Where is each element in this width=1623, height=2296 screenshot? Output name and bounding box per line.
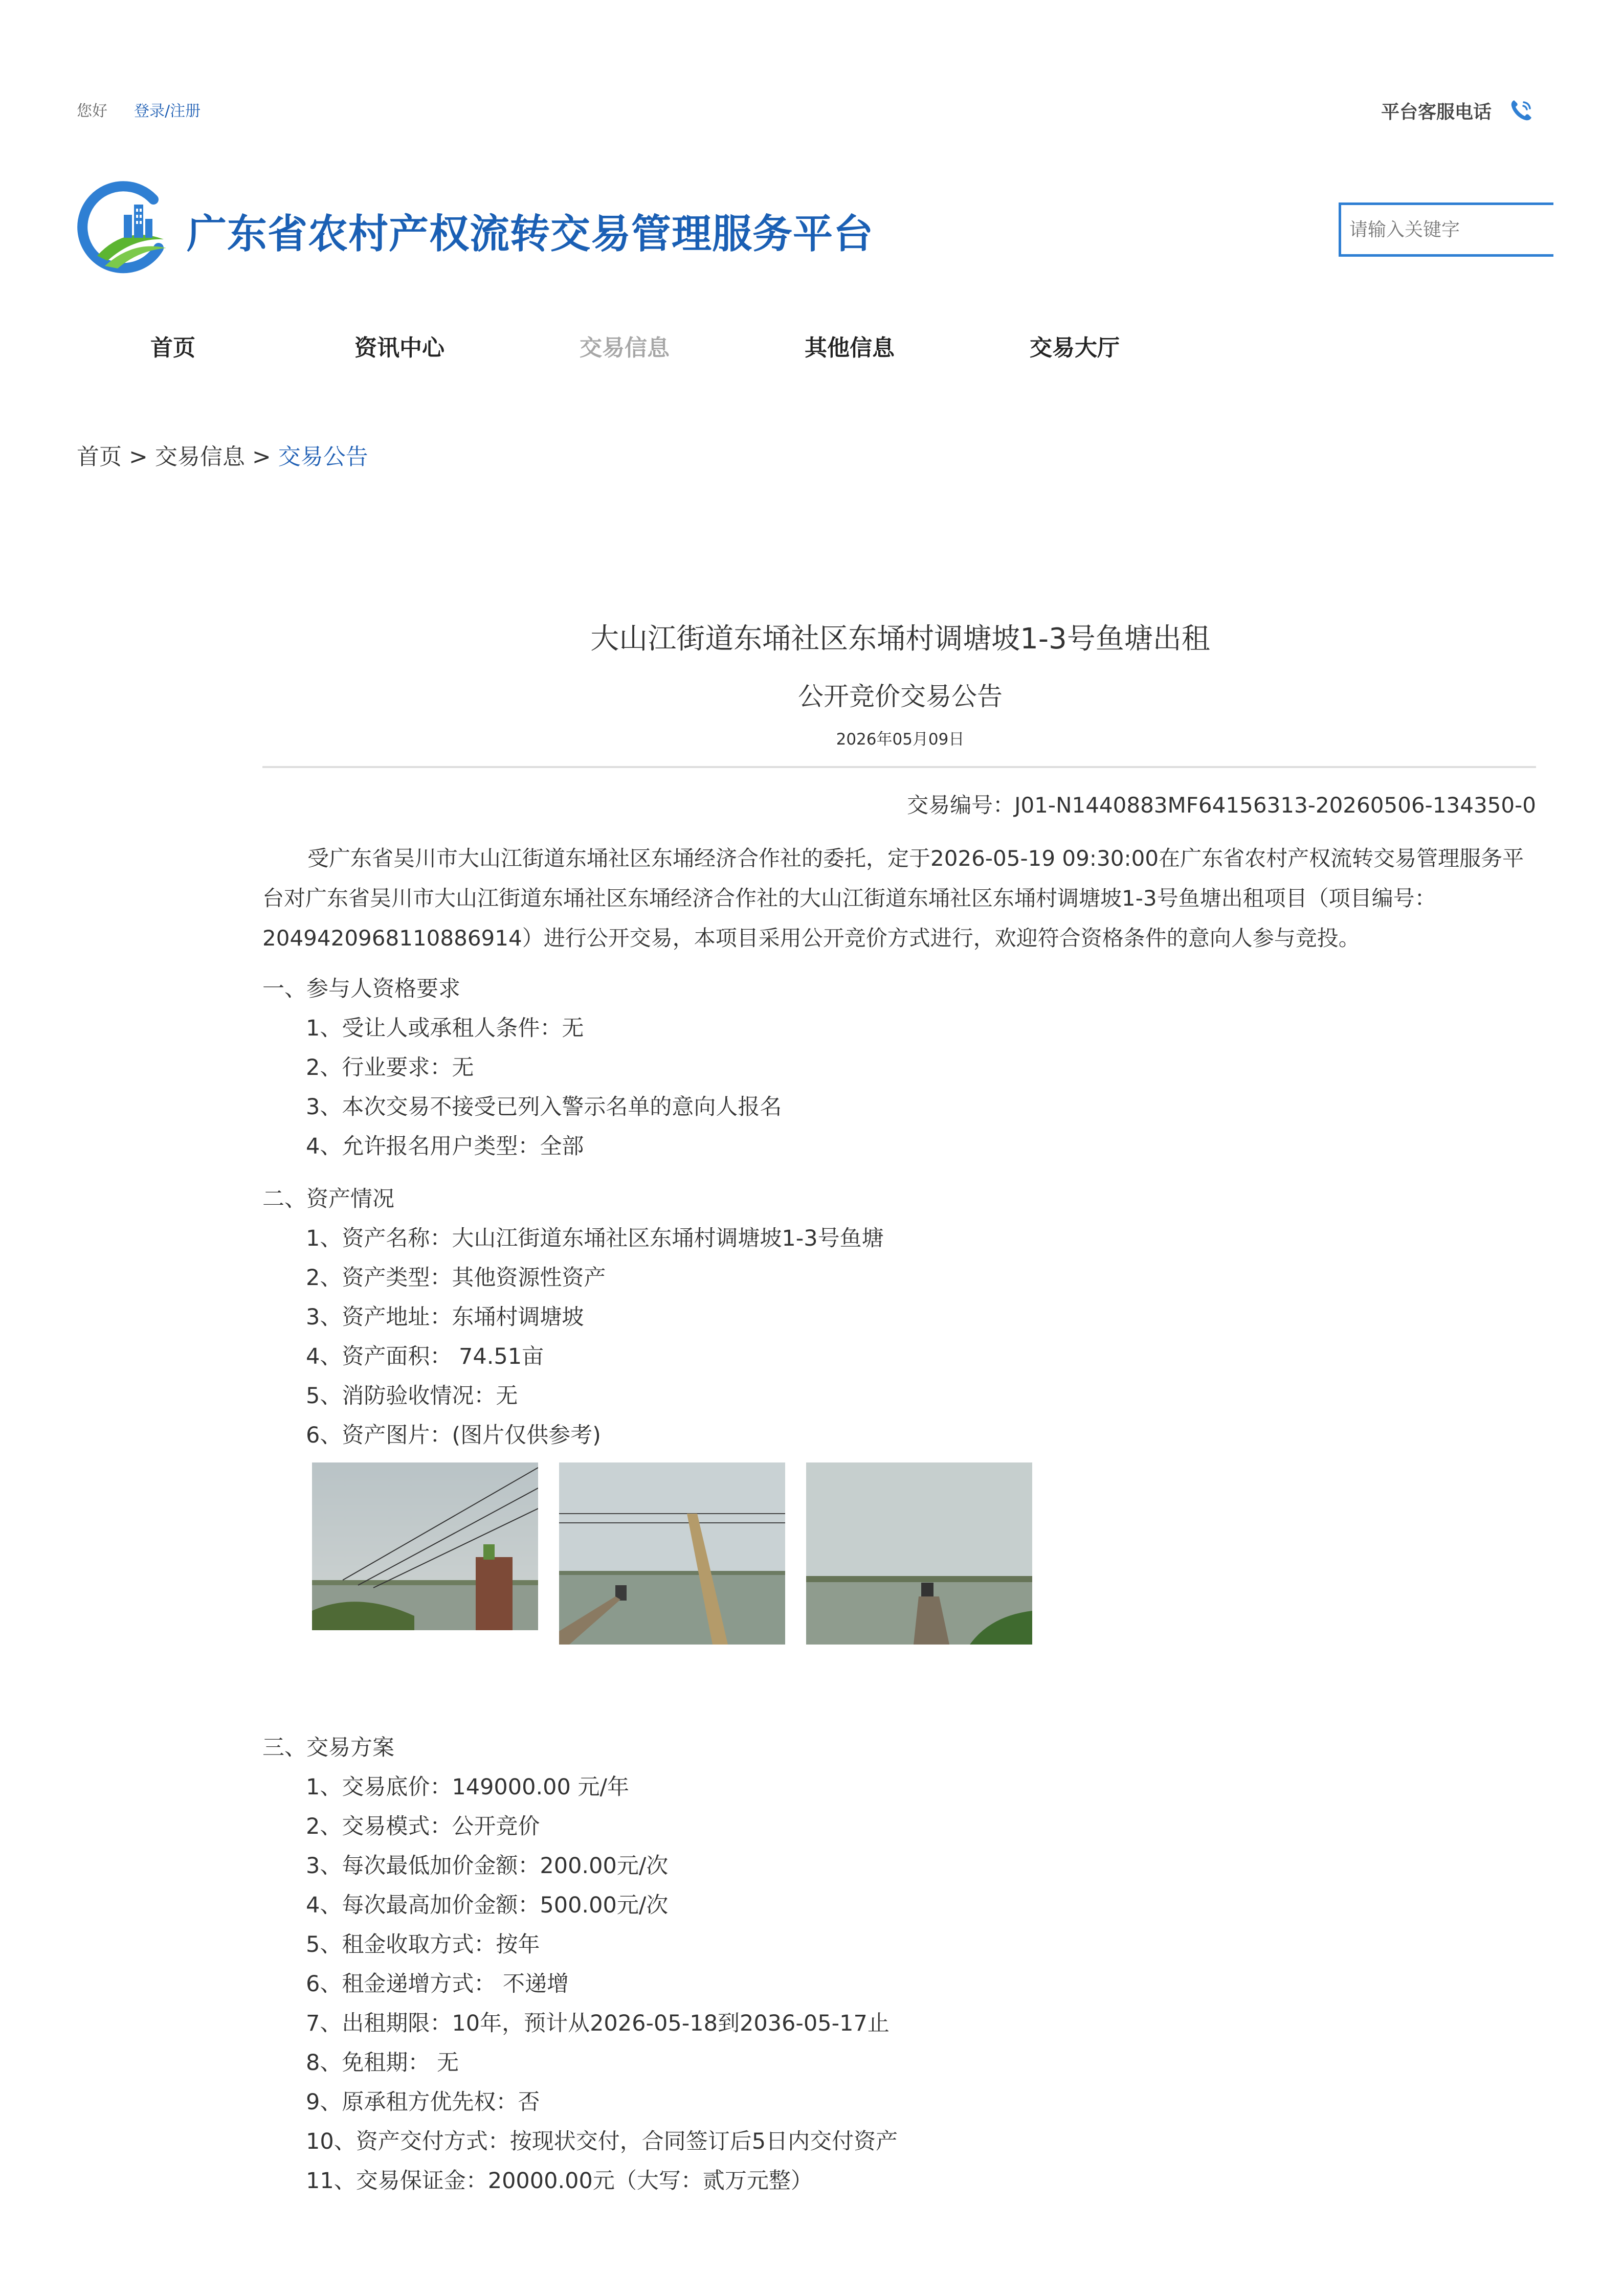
customer-service-hotline[interactable] (1381, 96, 1536, 125)
hotline-label: 平台客服电话 (1381, 101, 1492, 123)
breadcrumb-separator: > (252, 444, 271, 470)
divider (262, 766, 1536, 768)
list-item: 4、每次最高加价金额：500.00元/次 (306, 1893, 669, 1918)
list-item: 4、资产面积： 74.51亩 (306, 1344, 544, 1369)
asset-photo-3[interactable] (806, 1462, 1032, 1645)
nav-home[interactable]: 首页 (150, 335, 195, 361)
breadcrumb-home[interactable]: 首页 (77, 444, 122, 470)
list-item: 2、行业要求：无 (306, 1055, 474, 1081)
list-item: 2、资产类型：其他资源性资产 (306, 1265, 606, 1291)
login-register-link[interactable]: 登录/注册 (134, 102, 201, 120)
site-title: 广东省农村产权流转交易管理服务平台 (187, 211, 874, 257)
nav-other-info[interactable]: 其他信息 (805, 335, 895, 361)
list-item: 2、交易模式：公开竞价 (306, 1814, 540, 1839)
list-item: 7、出租期限：10年，预计从2026-05-18到2036-05-17止 (306, 2011, 890, 2036)
article-intro: 受广东省吴川市大山江街道东埇社区东埇经济合作社的委托，定于2026-05-19 09:30:00在广东省农村产权流转交易管理服务平台对广东省吴川市大山江街道东埇社区东埇经济合作社的大山江街道东埇社区东埇村调塘坡1-3号鱼塘出租项目（项目编号：2049420968110886914）进行公开交易，本项目采用公开竞价方式进行，欢迎符合资格条件的意向人参与竞投。 (262, 846, 1524, 951)
breadcrumb-current[interactable]: 交易公告 (278, 444, 368, 470)
list-item: 5、租金收取方式：按年 (306, 1932, 540, 1957)
breadcrumb (77, 438, 368, 471)
nav-trading-hall[interactable]: 交易大厅 (1030, 335, 1120, 361)
breadcrumb-trade-info[interactable]: 交易信息 (154, 444, 245, 470)
list-item: 9、原承租方优先权：否 (306, 2089, 540, 2115)
list-item: 1、交易底价：149000.00 元/年 (306, 1774, 630, 1800)
list-item: 6、资产图片：(图片仅供参考) (306, 1423, 601, 1448)
asset-photo-2[interactable] (559, 1462, 785, 1645)
main-nav (0, 329, 1623, 365)
list-item: 11、交易保证金：20000.00元（大写：贰万元整） (306, 2168, 813, 2194)
phone-icon (1507, 96, 1536, 125)
article-subtitle: 公开竞价交易公告 (798, 682, 1003, 711)
article-date: 2026年05月09日 (836, 730, 965, 749)
section-heading: 一、参与人资格要求 (262, 976, 460, 1002)
list-item: 4、允许报名用户类型：全部 (306, 1134, 584, 1159)
breadcrumb-separator: > (129, 444, 148, 470)
greeting-text: 您好 (77, 102, 107, 120)
nav-news-center[interactable]: 资讯中心 (354, 335, 444, 361)
list-item: 3、资产地址：东埇村调塘坡 (306, 1304, 584, 1330)
list-item: 3、每次最低加价金额：200.00元/次 (306, 1853, 669, 1879)
list-item: 6、租金递增方式： 不递增 (306, 1971, 569, 1997)
list-item: 10、资产交付方式：按现状交付，合同签订后5日内交付资产 (306, 2129, 898, 2154)
list-item: 5、消防验收情况：无 (306, 1383, 518, 1409)
asset-photo-1[interactable] (312, 1462, 538, 1630)
section-heading: 三、交易方案 (262, 1735, 394, 1761)
trade-number: 交易编号：J01-N1440883MF64156313-20260506-134350-0 (907, 793, 1536, 818)
list-item: 3、本次交易不接受已列入警示名单的意向人报名 (306, 1094, 782, 1120)
list-item: 1、资产名称：大山江街道东埇社区东埇村调塘坡1-3号鱼塘 (306, 1226, 884, 1251)
section-heading: 二、资产情况 (262, 1186, 394, 1212)
search-input[interactable] (1339, 202, 1553, 257)
platform-logo (77, 179, 173, 275)
list-item: 1、受让人或承租人条件：无 (306, 1016, 584, 1041)
article-title: 大山江街道东埇社区东埇村调塘坡1-3号鱼塘出租 (590, 622, 1210, 656)
list-item: 8、免租期： 无 (306, 2050, 459, 2076)
nav-trade-info[interactable]: 交易信息 (580, 335, 670, 361)
